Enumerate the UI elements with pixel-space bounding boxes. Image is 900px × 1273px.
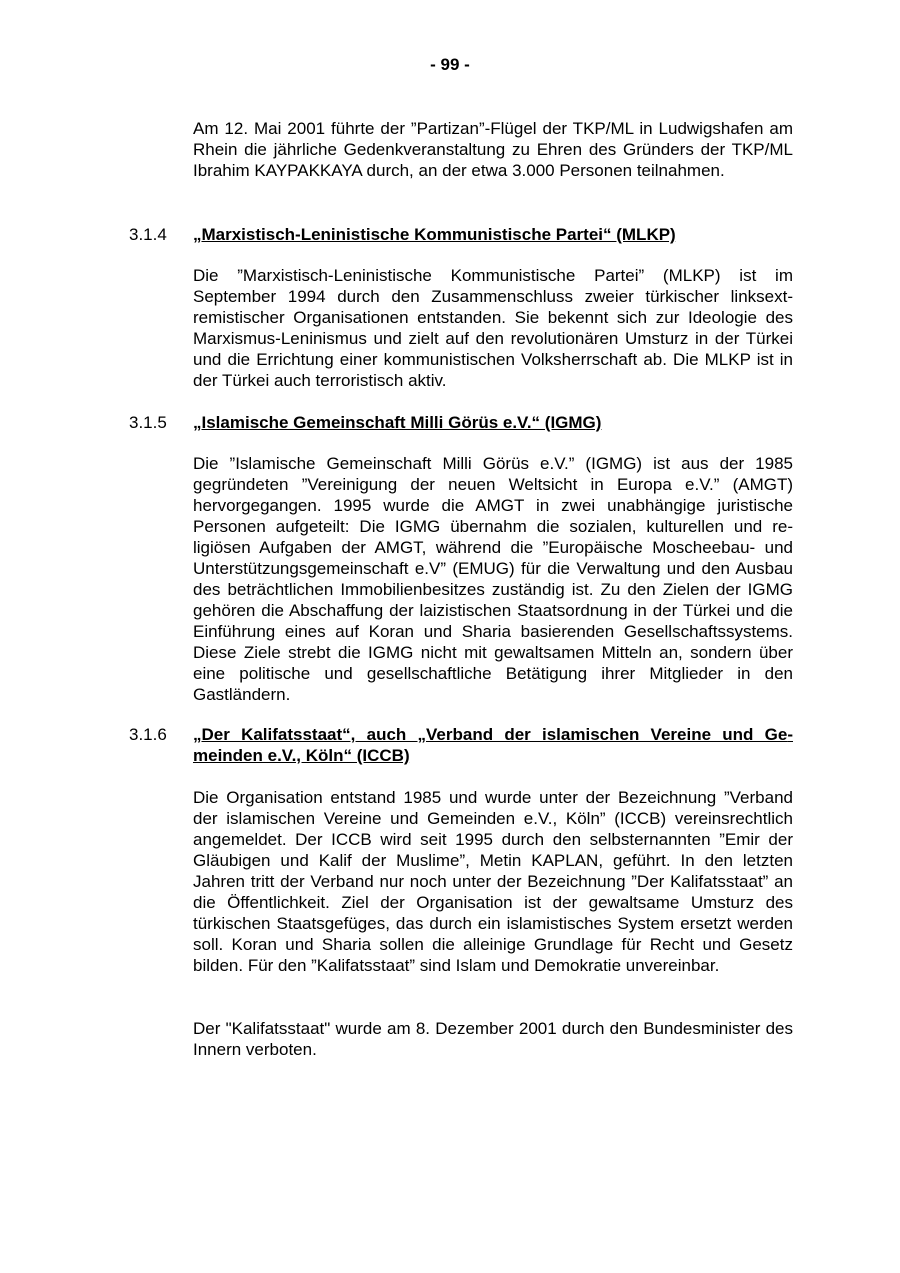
- section-title: „Der Kalifatsstaat“, auch „Verband der islamischen Vereine und Gemeinden e.V., Köln“ (ICCB): [193, 725, 793, 765]
- section-paragraph: Die Organisation entstand 1985 und wurde unter der Bezeichnung ”Verband der islamischen Vereine und Gemeinden e.V., Köln” (ICCB) vereinsrechtlich angemeldet. Der ICCB wird seit 1995 durch den selbsternannten ”Emir der Gläubigen und Kalif der Muslime”, Metin KAPLAN, geführt. In den letzten Jahren tritt der Verband nur noch unter der Bezeichnung ”Der Kalifatsstaat” an die Öffentlichkeit. Ziel der Organisation ist der gewaltsame Umsturz des türkischen Staatsgefüges, das durch ein islamistisches System ersetzt werden soll. Koran und Sharia sollen die alleinige Grundlage für Recht und Gesetz bilden. Für den ”Kalifatsstaat” sind Islam und Demokratie unvereinbar.: [193, 788, 793, 975]
- section-number: 3.1.6: [129, 725, 167, 744]
- section-number: 3.1.4: [129, 225, 167, 244]
- section-paragraph: Die ”Islamische Gemeinschaft Milli Görüs e.V.” (IGMG) ist aus der 1985 gegründeten ”Vereinigung der neuen Weltsicht in Europa e.V.” (AMGT) hervorgegangen. 1995 wurde die AMGT in zwei unabhängige juristische Personen aufgeteilt: Die IGMG übernahm die sozialen, kulturellen und religiösen Aufgaben der AMGT, während die ”Europäische Moscheebau- und Unterstützungsgemeinschaft e.V” (EMUG) für die Verwaltung und den Ausbau des beträchtlichen Immobilienbesitzes zuständig ist. Zu den Zielen der IGMG gehören die Abschaffung der laizistischen Staatsordnung in der Türkei und die Einführung eines auf Koran und Sharia basierenden Gesellschaftssystems. Diese Ziele strebt die IGMG nicht mit gewaltsamen Mitteln an, sondern über eine politische und gesellschaftliche Betätigung ihrer Mitglieder in den Gastländern.: [193, 454, 793, 704]
- section-paragraph: Der "Kalifatsstaat" wurde am 8. Dezember 2001 durch den Bundesminister des Innern verboten.: [193, 1019, 793, 1059]
- section-title: „Marxistisch-Leninistische Kommunistische Partei“ (MLKP): [193, 225, 676, 244]
- section-paragraph: Die ”Marxistisch-Leninistische Kommunistische Partei” (MLKP) ist im September 1994 durch den Zusammenschluss zweier türkischer linksextremistischer Organisationen entstanden. Sie bekennt sich zur Ideologie des Marxismus-Leninismus und zielt auf den revolutionären Umsturz in der Türkei und die Errichtung einer kommunistischen Volksherrschaft ab. Die MLKP ist in der Türkei auch terroristisch aktiv.: [193, 266, 793, 390]
- page-number: - 99 -: [430, 55, 470, 74]
- section-title: „Islamische Gemeinschaft Milli Görüs e.V.“ (IGMG): [193, 413, 602, 432]
- intro-paragraph: Am 12. Mai 2001 führte der ”Partizan”-Flügel der TKP/ML in Ludwigshafen am Rhein die jährliche Gedenkveranstaltung zu Ehren des Gründers der TKP/ML Ibrahim KAYPAKKAYA durch, an der etwa 3.000 Personen teilnahmen.: [193, 119, 793, 180]
- section-number: 3.1.5: [129, 413, 167, 432]
